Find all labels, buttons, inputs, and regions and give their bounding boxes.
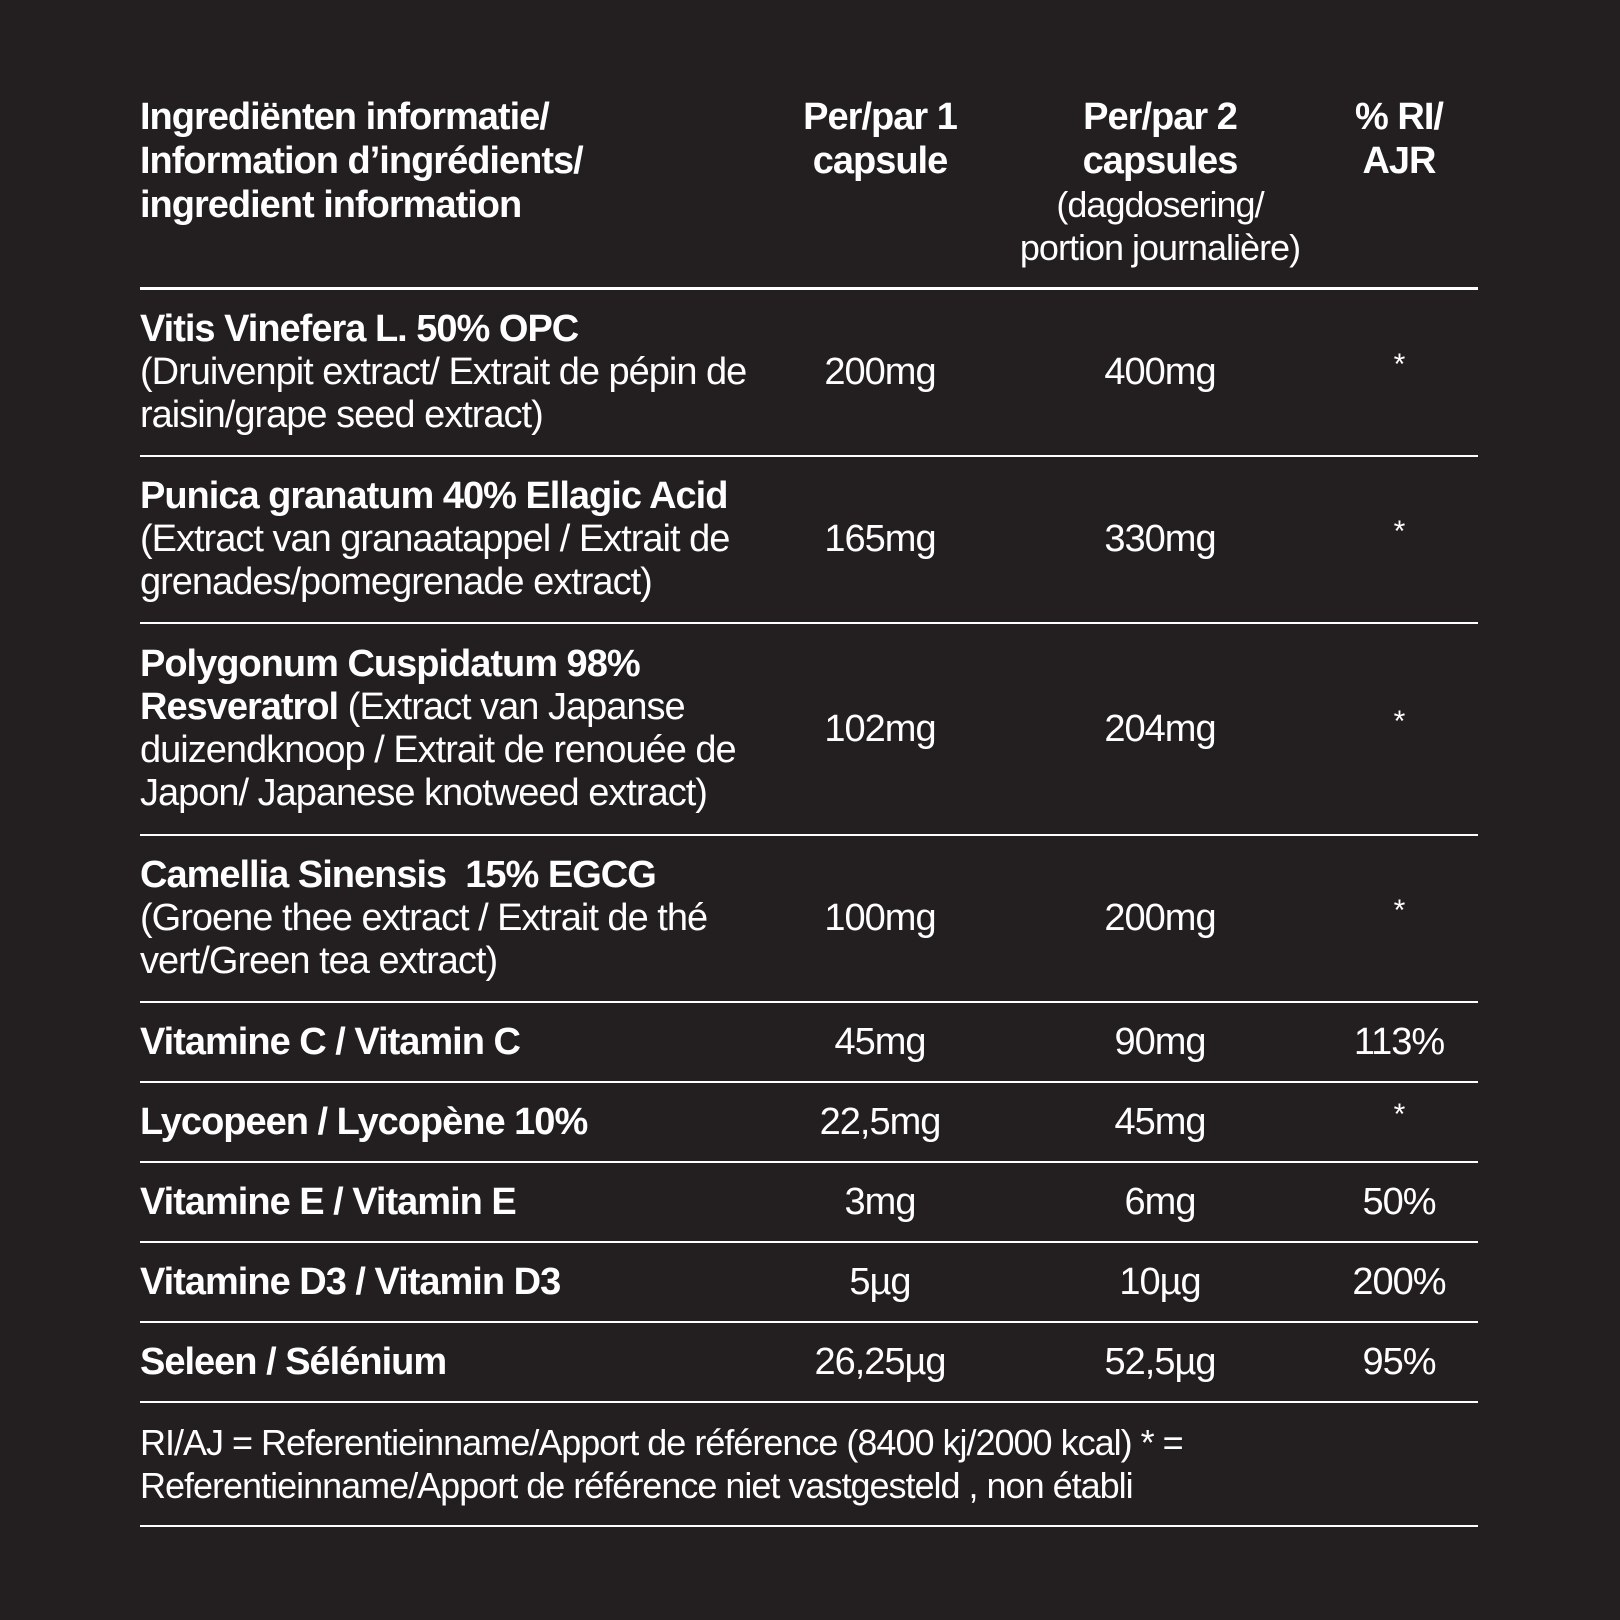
ingredient-description: (Extract van granaatappel / Extrait de grenades/pomegrenade extract)	[140, 518, 730, 603]
ri-value: *	[1393, 348, 1405, 381]
table-row	[140, 1003, 1478, 1083]
ingredient-column-header	[140, 95, 760, 269]
per-capsule-value: 102mg	[824, 707, 936, 750]
per2-header-line2: capsules	[1082, 140, 1238, 182]
per-two-capsules-column-header	[1000, 95, 1320, 269]
ingredient-name: Vitis Vinefera L. 50% OPC	[140, 308, 579, 350]
ri-value: *	[1393, 515, 1405, 548]
per-two-capsules-value: 400mg	[1104, 351, 1216, 393]
per-capsule-value: 5µg	[849, 1260, 911, 1303]
ri-header-line1: % RI/	[1355, 96, 1443, 138]
table-row	[140, 457, 1478, 624]
table-row	[140, 836, 1478, 1003]
ingredient-name: Camellia Sinensis 15% EGCG	[140, 854, 656, 896]
per-two-capsules-value: 52,5µg	[1104, 1340, 1216, 1383]
per-two-capsules-value: 330mg	[1104, 518, 1216, 560]
table-row	[140, 290, 1478, 457]
ingredient-cell	[140, 461, 760, 618]
per-capsule-value: 100mg	[824, 897, 936, 939]
per-two-capsules-value: 200mg	[1104, 897, 1216, 939]
ingredient-description: (Druivenpit extract/ Extrait de pépin de raisin/grape seed extract)	[140, 351, 747, 436]
per-two-capsules-value: 45mg	[1114, 1100, 1206, 1143]
ri-value: *	[1393, 1097, 1405, 1131]
footnote: RI/AJ = Referentieinname/Apport de référence (8400 kj/2000 kcal) * = Referentieinname/Apport de référence niet vastgesteld , non établi	[140, 1403, 1478, 1527]
per-capsule-value: 165mg	[824, 518, 936, 560]
per-capsule-column-header	[760, 95, 1000, 269]
ri-value: 113%	[1353, 1020, 1445, 1063]
table-row	[140, 1323, 1478, 1403]
ingredient-cell	[140, 294, 760, 451]
per-capsule-value: 22,5mg	[819, 1100, 941, 1143]
per-capsule-value: 200mg	[824, 351, 936, 393]
table-row	[140, 1163, 1478, 1243]
table-row	[140, 1083, 1478, 1163]
per-two-capsules-value: 90mg	[1114, 1020, 1206, 1063]
ingredient-name: Punica granatum 40% Ellagic Acid	[140, 475, 728, 517]
per-two-capsules-value: 10µg	[1119, 1260, 1201, 1303]
per-two-capsules-value: 204mg	[1104, 707, 1216, 750]
ri-value: 50%	[1362, 1180, 1436, 1223]
ingredient-description: (Groene thee extract / Extrait de thé vert/Green tea extract)	[140, 897, 708, 982]
per2-header-sub2: portion journalière)	[1019, 227, 1301, 268]
per2-header-line1: Per/par 2	[1083, 96, 1237, 138]
ingredient-name: Polygonum Cuspidatum 98% Resveratrol	[140, 643, 640, 728]
per1-header-line1: Per/par 1	[803, 96, 957, 138]
per1-header-line2: capsule	[812, 140, 948, 182]
table-row	[140, 624, 1478, 836]
ingredient-name: Seleen / Sélénium	[140, 1340, 447, 1383]
ingredient-name: Vitamine D3 / Vitamin D3	[140, 1260, 561, 1303]
ingredient-name: Vitamine C / Vitamin C	[140, 1020, 520, 1063]
ingredient-cell	[140, 840, 760, 997]
ri-header-line2: AJR	[1362, 140, 1436, 182]
table-row	[140, 1243, 1478, 1323]
ingredient-header-line2: Information d’ingrédients/	[140, 140, 583, 182]
ingredient-table	[140, 95, 1478, 1527]
ingredient-description: (Extract van Japanse duizendknoop / Extrait de renouée de Japon/ Japanese knotweed extract)	[140, 686, 736, 814]
ingredient-name: Lycopeen / Lycopène 10%	[140, 1100, 588, 1143]
per-capsule-value: 3mg	[844, 1180, 916, 1223]
ri-column-header	[1320, 95, 1478, 269]
per2-header-sub1: (dagdosering/	[1056, 184, 1264, 225]
ri-value: 200%	[1352, 1260, 1446, 1303]
ingredient-header-line1: Ingrediënten informatie/	[140, 96, 549, 138]
per-two-capsules-value: 6mg	[1124, 1180, 1196, 1223]
ri-value: *	[1393, 704, 1405, 738]
per-capsule-value: 45mg	[834, 1020, 926, 1063]
ri-value: 95%	[1362, 1340, 1436, 1383]
ri-value: *	[1393, 894, 1405, 927]
ingredient-name: Vitamine E / Vitamin E	[140, 1180, 516, 1223]
ingredient-cell	[140, 629, 760, 829]
per-capsule-value: 26,25µg	[814, 1340, 946, 1383]
table-header	[140, 95, 1478, 290]
ingredient-header-line3: ingredient information	[140, 184, 522, 226]
